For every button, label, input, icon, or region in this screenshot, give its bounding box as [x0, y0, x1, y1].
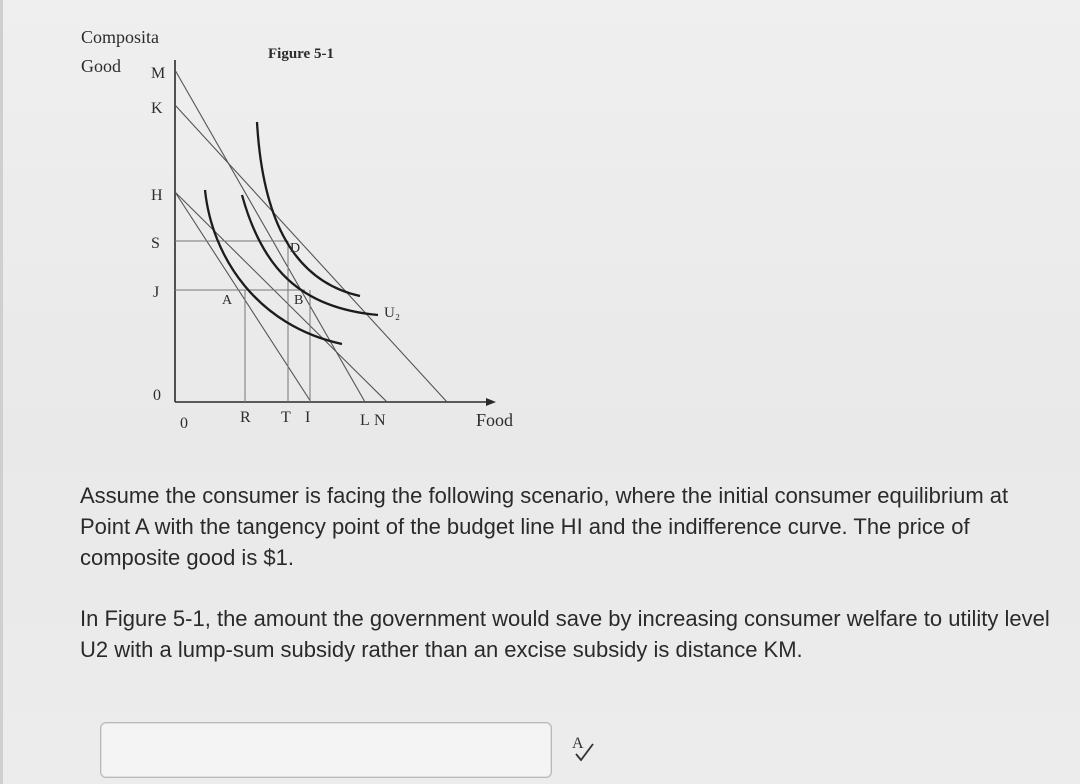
y-point-J: J	[153, 284, 160, 301]
answer-input[interactable]	[100, 722, 552, 778]
x-point-R: R	[240, 409, 251, 426]
y-axis-label-line1: Composita	[81, 27, 160, 47]
question-statement-text: In Figure 5-1, the amount the government would save by increasing consumer welfare to utility level U2 with a lump-sum subsidy rather than an excise subsidy is distance KM.	[80, 606, 1050, 662]
point-label-A: A	[222, 293, 233, 308]
x-point-N: N	[374, 412, 386, 429]
budget-line-KN	[175, 105, 447, 402]
y-point-M: M	[151, 65, 166, 82]
curve-label-U2: U₂	[384, 305, 401, 321]
svg-text:A: A	[572, 735, 584, 752]
spellcheck-icon[interactable]	[570, 733, 596, 763]
y-axis-label-line2: Good	[81, 56, 121, 76]
x-axis-arrowhead	[486, 398, 496, 406]
budget-line-HI	[175, 192, 311, 402]
question-scenario-text: Assume the consumer is facing the following scenario, where the initial consumer equilibrium at Point A with the tangency point of the budget line HI and the indifference curve. The price of composite good is $1.	[80, 483, 1009, 570]
figure-title: Figure 5-1	[268, 46, 334, 62]
y-point-S: S	[151, 235, 160, 252]
indifference-curve-upper	[257, 122, 360, 296]
y-point-zero: 0	[153, 387, 161, 404]
y-point-K: K	[151, 100, 163, 117]
point-label-D: D	[290, 241, 301, 256]
point-label-B: B	[294, 293, 304, 308]
x-point-T: T	[281, 409, 291, 426]
x-point-zero: 0	[180, 415, 188, 432]
x-point-I: I	[305, 409, 311, 426]
x-axis-label: Food	[476, 410, 514, 430]
x-point-L: L	[360, 412, 370, 429]
budget-line-HN	[175, 192, 387, 402]
y-point-H: H	[151, 187, 163, 204]
